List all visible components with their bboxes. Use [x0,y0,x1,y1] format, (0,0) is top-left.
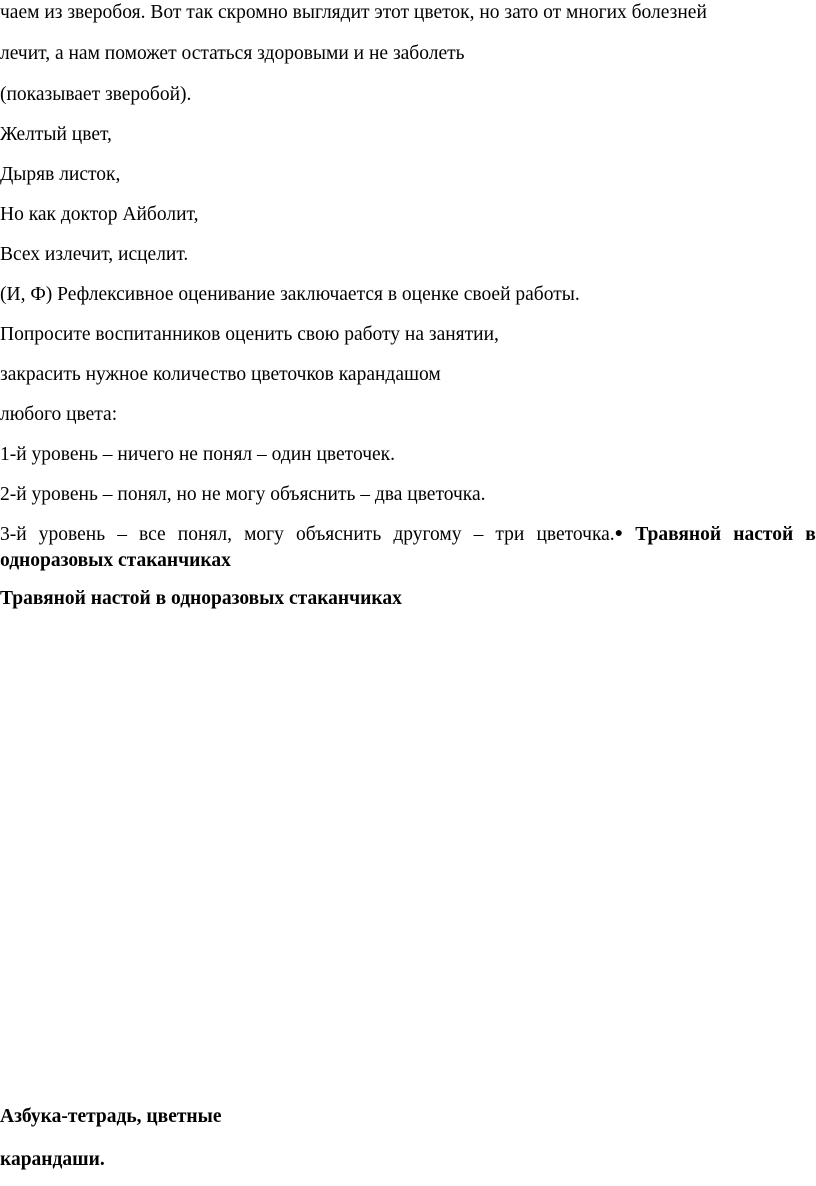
level-3-bold-word: настой [733,524,794,545]
level-3-word: уровень [38,524,106,545]
level-3-word: понял, [177,524,232,545]
level-3-word: все [139,524,166,545]
level-3-bold-word: в [805,524,816,545]
level-3-paragraph [0,523,816,573]
bullet-icon: ● [614,526,624,541]
level-1-line: 1-й уровень – ничего не понял – один цветочек. [0,444,395,465]
instruction-line-2: закрасить нужное количество цветочков карандашом [0,364,441,385]
materials-line-2: карандаши. [0,1149,105,1170]
level-3-last-word-group [536,523,623,549]
reflection-intro: (И, Ф) Рефлексивное оценивание заключается в оценке своей работы. [0,284,580,305]
instruction-line-3: любого цвета: [0,404,118,425]
level-3-first-line [0,523,816,549]
level-3-bold-continuation: одноразовых стаканчиках [0,550,231,571]
level-3-word: три [495,524,525,545]
level-3-word: объяснить [296,524,382,545]
paragraph-line-2: лечит, а нам поможет остаться здоровыми и не заболеть [0,43,465,64]
paragraph-line-1: чаем из зверобоя. Вот так скромно выглядит этот цветок, но зато от многих болезней [0,2,707,23]
poem-line-2: Дыряв листок, [0,164,121,185]
materials-heading: Травяной настой в одноразовых стаканчиках [0,588,402,609]
paragraph-line-3: (показывает зверобой). [0,84,192,105]
level-2-line: 2-й уровень – понял, но не могу объяснить – два цветочка. [0,484,486,505]
materials-line-1: Азбука-тетрадь, цветные [0,1106,222,1127]
level-3-bold-word: Травяной [635,524,722,545]
level-3-word: 3-й [0,524,27,545]
level-3-word: – [117,524,127,545]
instruction-line-1: Попросите воспитанников оценить свою работу на занятии, [0,324,499,345]
poem-line-1: Желтый цвет, [0,124,112,145]
level-3-word: цветочка. [536,524,615,545]
level-3-word: могу [244,524,284,545]
poem-line-4: Всех излечит, исцелит. [0,244,189,265]
level-3-word: – [473,524,484,545]
level-3-word: другому [393,524,462,545]
poem-line-3: Но как доктор Айболит, [0,204,199,225]
